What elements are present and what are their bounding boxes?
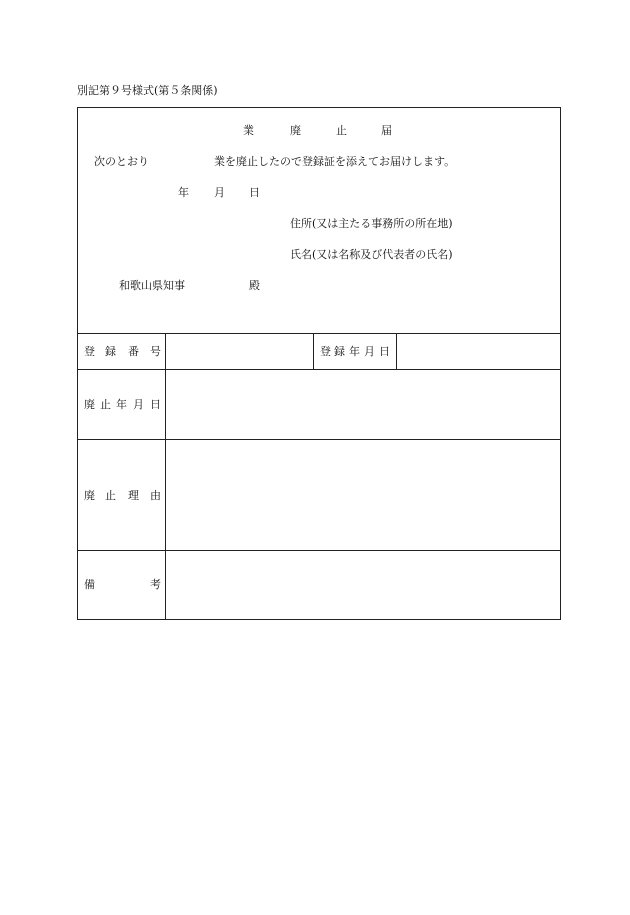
registration-date-char-4: 月 bbox=[364, 345, 375, 358]
abolition-reason-char-1: 廃 bbox=[84, 489, 95, 502]
form-reference: 別記第９号様式(第５条関係) bbox=[77, 84, 218, 97]
abolition-reason-char-3: 理 bbox=[128, 489, 139, 502]
name-label: 氏名(又は名称及び代表者の氏名) bbox=[290, 248, 453, 261]
abolition-date-char-1: 廃 bbox=[84, 398, 95, 411]
abolition-date-char-5: 日 bbox=[150, 398, 161, 411]
row-divider-2 bbox=[77, 439, 561, 440]
statement-prefix: 次のとおり bbox=[94, 155, 149, 168]
registration-number-char-1: 登 bbox=[84, 345, 95, 358]
abolition-reason-char-4: 由 bbox=[150, 489, 161, 502]
date-month-char: 月 bbox=[214, 186, 225, 199]
row-divider-1 bbox=[77, 369, 561, 370]
abolition-date-char-3: 年 bbox=[116, 398, 127, 411]
address-label: 住所(又は主たる事務所の所在地) bbox=[290, 217, 453, 230]
date-day-char: 日 bbox=[249, 186, 260, 199]
row-divider-3 bbox=[77, 550, 561, 551]
registration-number-char-2: 録 bbox=[105, 345, 116, 358]
abolition-reason-char-2: 止 bbox=[105, 489, 116, 502]
registration-number-char-3: 番 bbox=[128, 345, 139, 358]
title-char-3: 止 bbox=[336, 124, 347, 137]
registration-date-right-divider bbox=[396, 333, 397, 369]
abolition-date-field[interactable] bbox=[167, 371, 559, 438]
label-column-divider bbox=[165, 333, 166, 620]
registration-date-char-3: 年 bbox=[349, 345, 360, 358]
abolition-reason-field[interactable] bbox=[167, 441, 559, 549]
registration-number-char-4: 号 bbox=[150, 345, 161, 358]
remarks-char-2: 考 bbox=[150, 578, 161, 591]
registration-number-field[interactable] bbox=[167, 335, 312, 368]
registration-date-field[interactable] bbox=[398, 335, 559, 368]
registration-date-char-2: 録 bbox=[334, 345, 345, 358]
abolition-date-char-2: 止 bbox=[100, 398, 111, 411]
title-char-1: 業 bbox=[243, 124, 254, 137]
date-year-char: 年 bbox=[178, 186, 189, 199]
honorific: 殿 bbox=[249, 279, 260, 292]
registration-date-left-divider bbox=[313, 333, 314, 369]
addressee: 和歌山県知事 bbox=[119, 279, 185, 292]
remarks-field[interactable] bbox=[167, 552, 559, 619]
title-char-2: 廃 bbox=[290, 124, 301, 137]
remarks-char-1: 備 bbox=[84, 578, 95, 591]
statement-suffix: 業を廃止したので登録証を添えてお届けします。 bbox=[214, 155, 456, 168]
registration-date-char-1: 登 bbox=[320, 345, 331, 358]
table-top-line bbox=[77, 333, 561, 334]
registration-date-char-5: 日 bbox=[379, 345, 390, 358]
abolition-date-char-4: 月 bbox=[133, 398, 144, 411]
title-char-4: 届 bbox=[381, 124, 392, 137]
